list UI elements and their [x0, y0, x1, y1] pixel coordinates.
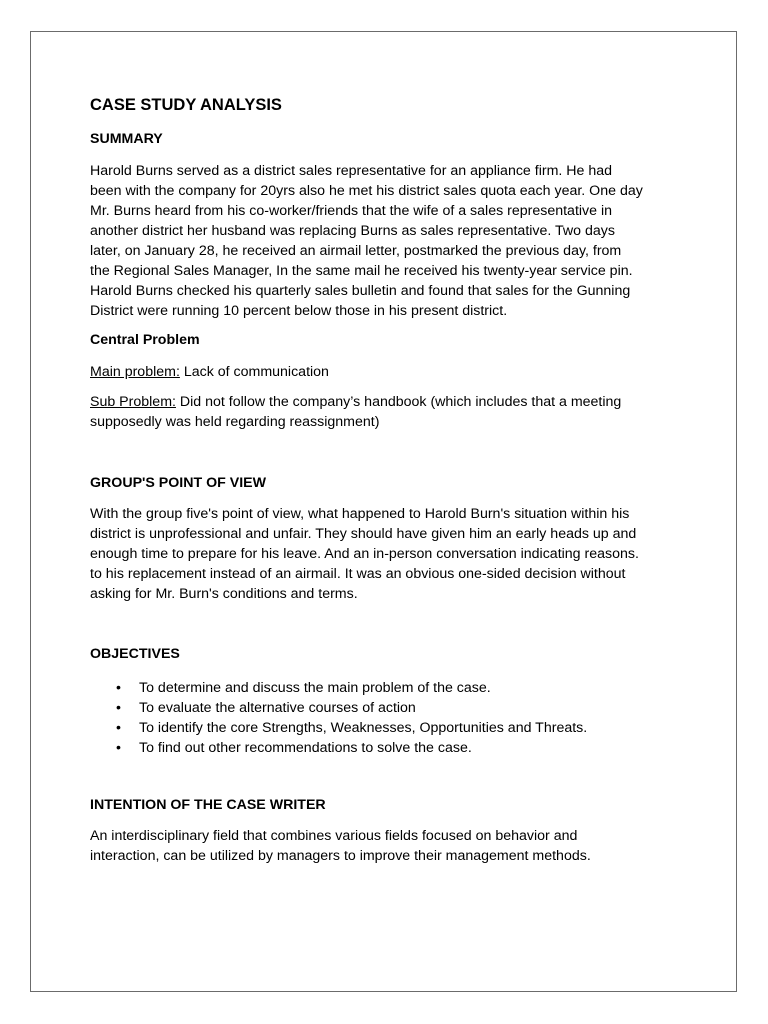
main-problem-text: Lack of communication [179, 364, 329, 380]
objectives-heading: OBJECTIVES [90, 646, 180, 662]
point-of-view-line: to his replacement instead of an airmail. It was an obvious one-sided decision without [90, 566, 626, 582]
main-problem-line [90, 362, 329, 382]
point-of-view-line: With the group five's point of view, what happened to Harold Burn's situation within his [90, 506, 630, 522]
sub-problem-label: Sub Problem: [90, 394, 176, 410]
bullet-icon: • [116, 740, 121, 756]
objective-text: To identify the core Strengths, Weaknesses, Opportunities and Threats. [139, 720, 588, 736]
point-of-view-paragraph [90, 504, 639, 604]
list-item [90, 678, 587, 698]
sub-problem-text: Did not follow the company’s handbook (which includes that a meeting [175, 394, 622, 410]
sub-problem-line: supposedly was held regarding reassignment) [90, 414, 380, 430]
bullet-icon: • [116, 680, 121, 696]
sub-problem-line [90, 392, 621, 412]
summary-line: District were running 10 percent below those in his present district. [90, 303, 508, 319]
document-page [30, 31, 737, 992]
summary-line: Harold Burns checked his quarterly sales bulletin and found that sales for the Gunning [90, 283, 631, 299]
summary-line: Harold Burns served as a district sales representative for an appliance firm. He had [90, 163, 613, 179]
bullet-icon: • [116, 720, 121, 736]
summary-line: been with the company for 20yrs also he met his district sales quota each year. One day [90, 183, 643, 199]
point-of-view-line: asking for Mr. Burn's conditions and terms. [90, 586, 358, 602]
sub-problem-paragraph [90, 392, 621, 432]
list-item [90, 718, 587, 738]
intention-line: interaction, can be utilized by managers to improve their management methods. [90, 848, 591, 864]
summary-line: the Regional Sales Manager, In the same mail he received his twenty-year service pin. [90, 263, 633, 279]
summary-heading: SUMMARY [90, 131, 163, 147]
objective-text: To determine and discuss the main problem of the case. [139, 680, 491, 696]
main-problem-label: Main problem: [90, 364, 180, 380]
point-of-view-heading: GROUP'S POINT OF VIEW [90, 475, 266, 491]
document-title: CASE STUDY ANALYSIS [90, 96, 282, 114]
objective-text: To find out other recommendations to solve the case. [139, 740, 472, 756]
list-item [90, 738, 587, 758]
intention-heading: INTENTION OF THE CASE WRITER [90, 797, 326, 813]
central-problem-heading: Central Problem [90, 332, 200, 348]
summary-line: Mr. Burns heard from his co-worker/friends that the wife of a sales representative in [90, 203, 613, 219]
objectives-list [90, 678, 587, 758]
objective-text: To evaluate the alternative courses of action [139, 700, 416, 716]
intention-line: An interdisciplinary field that combines various fields focused on behavior and [90, 828, 578, 844]
point-of-view-line: enough time to prepare for his leave. And an in-person conversation indicating reasons. [90, 546, 639, 562]
summary-paragraph [90, 161, 643, 321]
summary-line: another district her husband was replacing Burns as sales representative. Two days [90, 223, 615, 239]
list-item [90, 698, 587, 718]
intention-paragraph [90, 826, 591, 866]
point-of-view-line: district is unprofessional and unfair. They should have given him an early heads up and [90, 526, 637, 542]
summary-line: later, on January 28, he received an airmail letter, postmarked the previous day, from [90, 243, 622, 259]
bullet-icon: • [116, 700, 121, 716]
